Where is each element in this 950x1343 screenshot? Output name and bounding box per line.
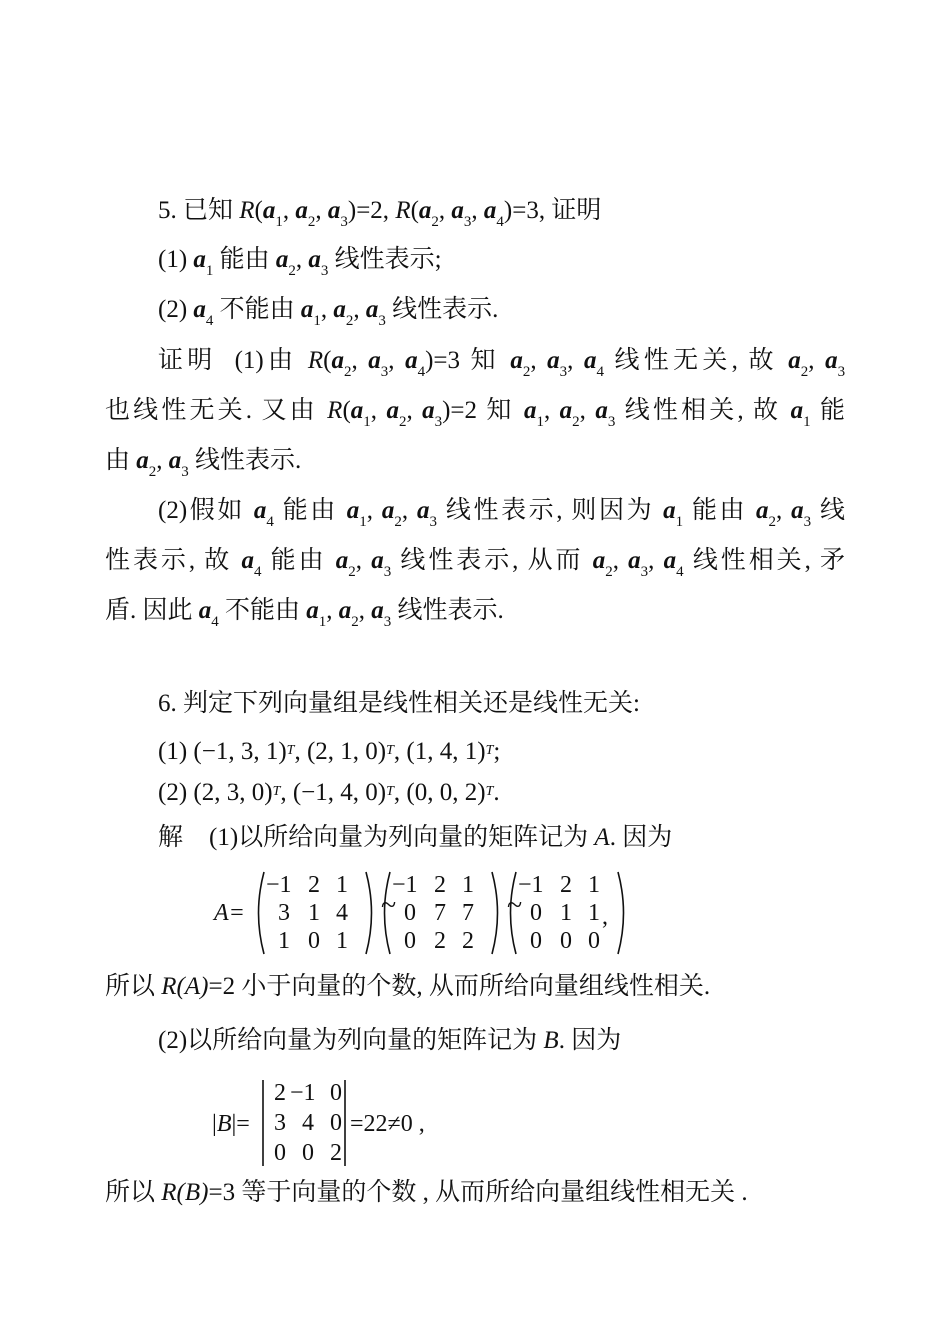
proof-line-3: 由 $a_2$, $a_3$ 线性表示. (105, 447, 302, 480)
matrix-entry: 2 (274, 1080, 286, 1106)
proof-line-6: 盾. 因此 $a_4$ 不能由 $a_1$, $a_2$, $a_3$ 线性表示. (105, 597, 504, 630)
proof-line-1: 证明 (1)由 $R(a_2$, $a_3$, $a_4)=3$ 知 $a_2$, $a_3$, $a_4$ 线性无关, 故 $a_2$, $a_3$ (158, 347, 846, 380)
matrix-entry: −1 (266, 872, 292, 898)
matrix-lhs: A= (214, 900, 245, 926)
matrix-entry: 2 (434, 872, 446, 898)
determinant-B (260, 1078, 348, 1168)
equivalence-tilde: ~ (507, 890, 523, 921)
problem-5-item-2: (2) $a_4$ 不能由 $a_1$, $a_2$, $a_3$ 线性表示. (158, 296, 499, 329)
matrix-entry: 7 (434, 900, 446, 926)
matrix-entry: 1 (462, 872, 474, 898)
matrix-entry: 4 (302, 1110, 314, 1136)
problem-6-item-2: (2) (2, 3, 0)$^T$, (−1, 4, 0)$^T$, (0, 0, 2)$^T$. (158, 779, 500, 806)
matrix-entry: −1 (518, 872, 544, 898)
problem-6-title: 6. 判定下列向量组是线性相关还是线性无关: (158, 690, 640, 717)
matrix-entry: 0 (404, 900, 416, 926)
matrix-entry: 0 (560, 928, 572, 954)
matrix-entry: 3 (274, 1110, 286, 1136)
determinant-equation: |B|= 2 −1 0 3 4 0 0 0 2 =22≠0 , (212, 1080, 425, 1166)
matrix-entry: 2 (560, 872, 572, 898)
problem-6-item-1: (1) (−1, 3, 1)$^T$, (2, 1, 0)$^T$, (1, 4, 1)$^T$; (158, 738, 501, 765)
matrix-entry: 0 (302, 1140, 314, 1166)
problem-5-title: 5. 已知 $R(a_1$, $a_2$, $a_3)=2$, $R(a_2$, $a_3$, $a_4)=3$, 证明 (158, 197, 602, 230)
matrix-entry: 0 (404, 928, 416, 954)
matrix-entry: 1 (336, 928, 348, 954)
matrix-entry: 2 (308, 872, 320, 898)
matrix-entry: 0 (588, 928, 600, 954)
matrix-entry: 7 (462, 900, 474, 926)
matrix-3 (504, 870, 630, 956)
matrix-entry: 1 (588, 872, 600, 898)
matrix-entry: 2 (434, 928, 446, 954)
matrix-entry: −1 (392, 872, 418, 898)
matrix-entry: 0 (530, 928, 542, 954)
matrix-entry: 1 (560, 900, 572, 926)
solution-1-intro: 解 (1)以所给向量为列向量的矩阵记为 A. 因为 (158, 824, 673, 851)
matrix-1 (252, 870, 378, 956)
conclusion-1: 所以 R(A)=2 小于向量的个数, 从而所给向量组线性相关. (105, 973, 711, 1000)
determinant-value: =22≠0 , (350, 1111, 425, 1137)
problem-5-item-1: (1) $a_1$ 能由 $a_2$, $a_3$ 线性表示; (158, 246, 442, 279)
matrix-entry: 1 (278, 928, 290, 954)
equivalence-tilde: ~ (381, 890, 397, 921)
proof-line-2: 也线性无关. 又由 $R(a_1$, $a_2$, $a_3)=2$ 知 $a_1$, $a_2$, $a_3$ 线性相关, 故 $a_1$ 能 (105, 397, 845, 430)
matrix-entry: 0 (308, 928, 320, 954)
matrix-entry: 4 (336, 900, 348, 926)
solution-2-intro: (2)以所给向量为列向量的矩阵记为 B. 因为 (158, 1027, 622, 1054)
matrix-entry: 3 (278, 900, 290, 926)
matrix-entry: 2 (330, 1140, 342, 1166)
matrix-2 (378, 870, 504, 956)
matrix-entry: 0 (330, 1110, 342, 1136)
matrix-entry: 1 (588, 900, 600, 926)
equation-comma: , (602, 904, 608, 930)
conclusion-2: 所以 R(B)=3 等于向量的个数 , 从而所给向量组线性相无关 . (105, 1179, 748, 1206)
matrix-entry: 0 (330, 1080, 342, 1106)
matrix-entry: 0 (530, 900, 542, 926)
matrix-entry: −1 (290, 1080, 316, 1106)
matrix-entry: 1 (308, 900, 320, 926)
matrix-equation (214, 870, 634, 958)
matrix-entry: 0 (274, 1140, 286, 1166)
matrix-entry: 1 (336, 872, 348, 898)
matrix-entry: 2 (462, 928, 474, 954)
proof-line-5: 性表示, 故 $a_4$ 能由 $a_2$, $a_3$ 线性表示, 从而 $a_2$, $a_3$, $a_4$ 线性相关, 矛 (105, 547, 846, 580)
proof-line-4: (2)假如 $a_4$ 能由 $a_1$, $a_2$, $a_3$ 线性表示, 则因为 $a_1$ 能由 $a_2$, $a_3$ 线 (158, 497, 845, 530)
